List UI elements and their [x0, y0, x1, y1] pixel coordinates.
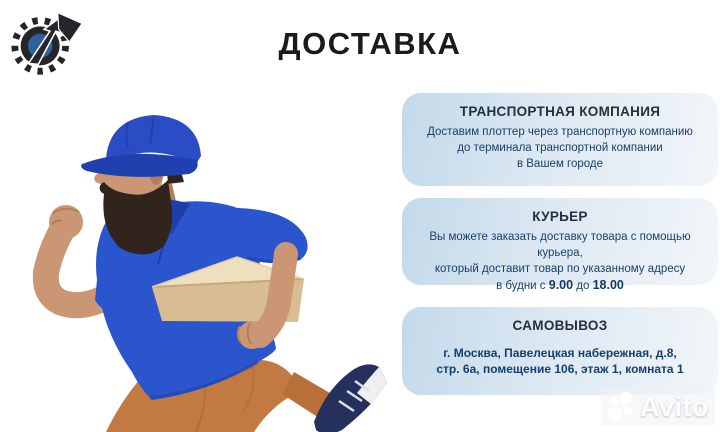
- card-schedule-line: [410, 277, 710, 294]
- card-transport-company: [402, 93, 718, 186]
- card-body-line: Доставим плоттер через транспортную компанию: [427, 126, 693, 138]
- card-title: КУРЬЕР: [532, 209, 588, 224]
- card-courier: [402, 198, 718, 292]
- card-address-line: г. Москва, Павелецкая набережная, д.8,: [443, 346, 677, 360]
- card-title: ТРАНСПОРТНАЯ КОМПАНИЯ: [459, 104, 661, 119]
- card-body-line: в Вашем городе: [516, 158, 604, 170]
- card-title: САМОВЫВОЗ: [512, 318, 608, 333]
- avito-watermark: [601, 388, 715, 426]
- schedule-end-time: 18.00: [592, 278, 624, 292]
- page-title: ДОСТАВКА: [278, 26, 462, 61]
- schedule-prefix: в будни с: [496, 280, 549, 292]
- card-address-line: стр. 6а, помещение 106, этаж 1, комната 1: [436, 362, 684, 376]
- avito-wordmark: Avito: [640, 391, 709, 422]
- schedule-separator: до: [573, 280, 593, 292]
- card-pickup: [402, 307, 718, 395]
- delivery-cards: [402, 93, 718, 395]
- courier-raised-arm: [46, 205, 104, 305]
- courier-photo: [0, 110, 390, 432]
- schedule-start-time: 9.00: [548, 278, 574, 292]
- avito-logo-icon: [607, 390, 637, 424]
- card-body-line: до терминала транспортной компании: [457, 142, 663, 154]
- card-body-line: который доставит товар по указанному адресу: [434, 263, 686, 275]
- card-body-line: Вы можете заказать доставку товара с помощью курьера,: [429, 231, 691, 259]
